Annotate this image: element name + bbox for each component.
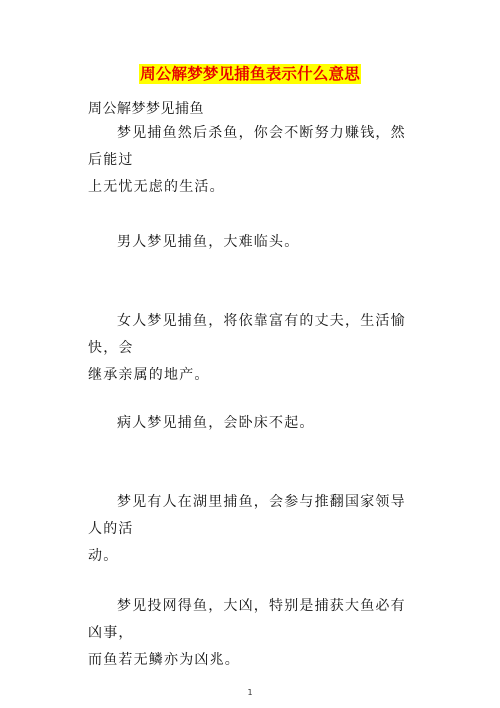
document-subtitle: 周公解梦梦见捕鱼 — [88, 101, 204, 117]
paragraph-line: 病人梦见捕鱼，会卧床不起。 — [117, 415, 315, 431]
paragraph-3 — [88, 308, 418, 389]
paragraph-line: 动。 — [88, 548, 119, 564]
paragraph-4 — [88, 410, 418, 437]
page-number: 1 — [247, 688, 253, 697]
document-title: 周公解梦梦见捕鱼表示什么意思 — [140, 65, 360, 83]
paragraph-line: 女人梦见捕鱼，将依靠富有的丈夫，生活愉快，会 — [88, 313, 406, 356]
paragraph-line: 而鱼若无鳞亦为凶兆。 — [88, 652, 240, 668]
paragraph-line: 梦见有人在湖里捕鱼，会参与推翻国家领导人的活 — [88, 494, 406, 537]
paragraph-line: 男人梦见捕鱼，大难临头。 — [117, 234, 300, 250]
paragraph-6 — [88, 593, 418, 674]
title-container — [0, 64, 500, 84]
paragraph-5 — [88, 489, 418, 570]
paragraph-line: 继承亲属的地产。 — [88, 367, 210, 383]
paragraph-line: 上无忧无虑的生活。 — [88, 179, 225, 195]
paragraph-2 — [88, 229, 418, 256]
paragraph-line: 梦见投网得鱼，大凶，特别是捕获大鱼必有凶事， — [88, 598, 406, 641]
paragraph-line: 梦见捕鱼然后杀鱼，你会不断努力赚钱，然后能过 — [88, 125, 406, 168]
paragraph-1 — [88, 120, 418, 201]
